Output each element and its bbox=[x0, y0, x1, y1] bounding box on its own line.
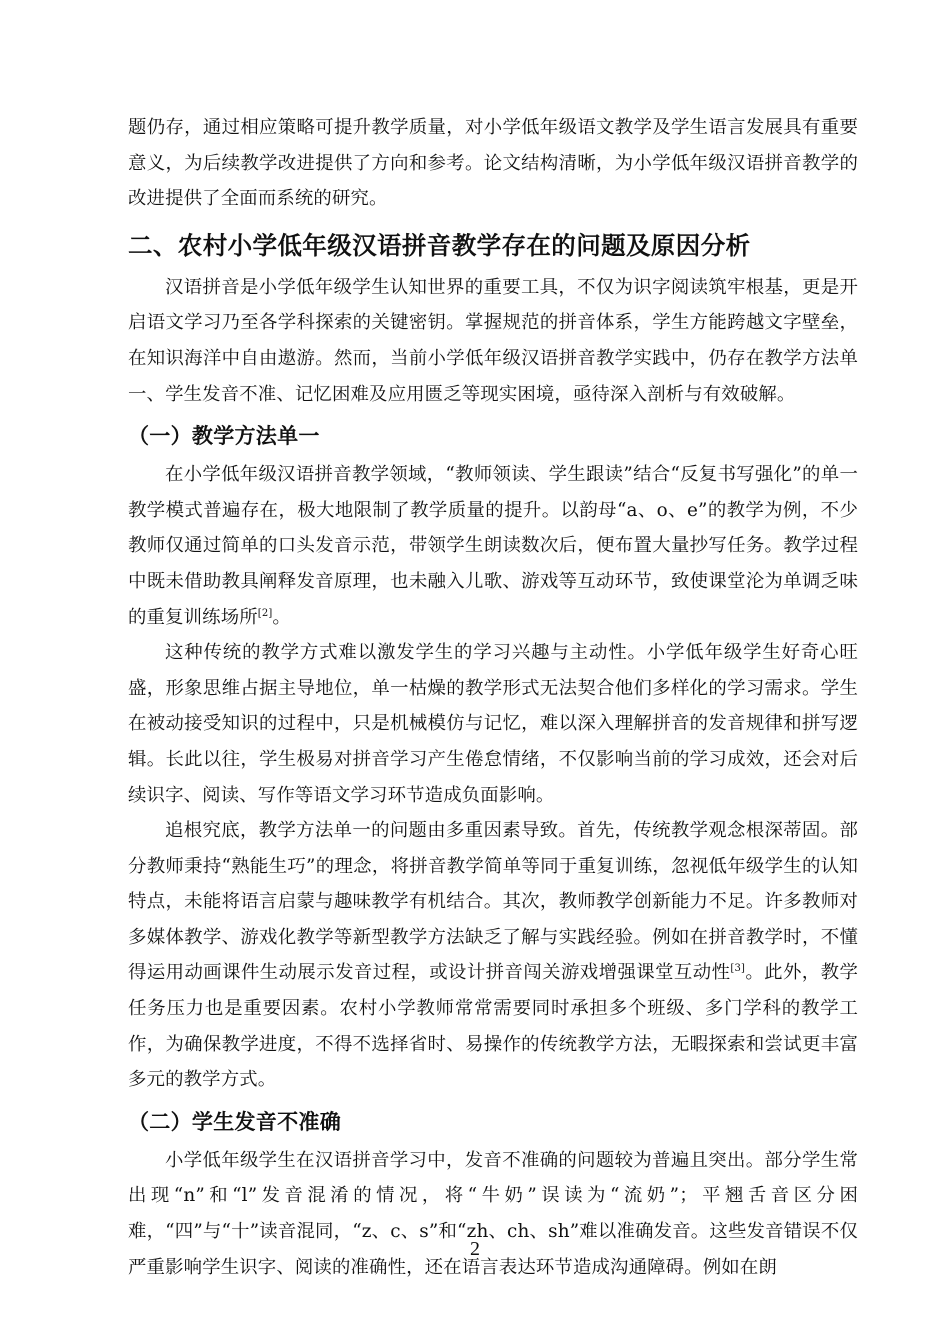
subsection-2-paragraph-1: 小学低年级学生在汉语拼音学习中，发音不准确的问题较为普遍且突出。部分学生常出现“n”和“l”发音混淆的情况，将“牛奶”误读为“流奶”；平翘舌音区分困难，“四”与“十”读音混同，“z、c、s”和“zh、ch、sh”难以准确发音。这些发音错误不仅严重影响学生识字、阅读的准确性，还在语言表达环节造成沟通障碍。例如在朗 bbox=[128, 1149, 858, 1278]
section-2-paragraph: 汉语拼音是小学低年级学生认知世界的重要工具，不仅为识字阅读筑牢根基，更是开启语文学习乃至各学科探索的关键密钥。掌握规范的拼音体系，学生方能跨越文字壁垒，在知识海洋中自由遨游。然而，当前小学低年级汉语拼音教学实践中，仍存在教学方法单一、学生发音不准、记忆困难及应用匮乏等现实困境，亟待深入剖析与有效破解。 bbox=[128, 276, 858, 405]
paragraph-text: 在小学低年级汉语拼音教学领域，“教师领读、学生跟读”结合“反复书写强化”的单一教学模式普遍存在，极大地限制了教学质量的提升。以韵母“a、o、e”的教学为例，不少教师仅通过简单的口头发音示范，带领学生朗读数次后，便布置大量抄写任务。教学过程中既未借助教具阐释发音原理，也未融入儿歌、游戏等互动环节，致使课堂沦为单调乏味的重复训练场所 bbox=[128, 464, 858, 628]
intro-paragraph: 题仍存，通过相应策略可提升教学质量，对小学低年级语文教学及学生语言发展具有重要意义，为后续教学改进提供了方向和参考。论文结构清晰，为小学低年级汉语拼音教学的改进提供了全面而系统的研究。 bbox=[128, 117, 858, 210]
paragraph-text: 追根究底，教学方法单一的问题由多重因素导致。首先，传统教学观念根深蒂固。部分教师秉持“熟能生巧”的理念，将拼音教学简单等同于重复训练，忽视低年级学生的认知特点，未能将语言启蒙与趣味教学有机结合。其次，教师教学创新能力不足。许多教师对多媒体教学、游戏化教学等新型教学方法缺乏了解与实践经验。例如在拼音教学时，不懂得运用动画课件生动展示发音过程，或设计拼音闯关游戏增强课堂互动性 bbox=[128, 820, 858, 984]
citation-2: [2] bbox=[257, 607, 273, 619]
section-2-heading: 二、农村小学低年级汉语拼音教学存在的问题及原因分析 bbox=[128, 230, 751, 260]
subsection-1-heading: （一）教学方法单一 bbox=[128, 424, 320, 449]
document-body bbox=[128, 110, 858, 1285]
paragraph-text-end: 。 bbox=[272, 606, 291, 628]
subsection-1-paragraph-3 bbox=[128, 813, 858, 1098]
subsection-1-paragraph-2: 这种传统的教学方式难以激发学生的学习兴趣与主动性。小学低年级学生好奇心旺盛，形象思维占据主导地位，单一枯燥的教学形式无法契合他们多样化的学习需求。学生在被动接受知识的过程中，只是机械模仿与记忆，难以深入理解拼音的发音规律和拼写逻辑。长此以往，学生极易对拼音学习产生倦怠情绪，不仅影响当前的学习成效，还会对后续识字、阅读、写作等语文学习环节造成负面影响。 bbox=[128, 642, 858, 806]
subsection-2-heading: （二）学生发音不准确 bbox=[128, 1109, 341, 1134]
paragraph-text-continued: 。此外，教学任务压力也是重要因素。农村小学教师常常需要同时承担多个班级、多门学科的教学工作，为确保教学进度，不得不选择省时、易操作的传统教学方法，无暇探索和尝试更丰富多元的教学方式。 bbox=[128, 962, 858, 1091]
subsection-1-paragraph-1 bbox=[128, 457, 858, 635]
citation-3: [3] bbox=[730, 963, 746, 975]
page-number: 2 bbox=[470, 1238, 480, 1260]
